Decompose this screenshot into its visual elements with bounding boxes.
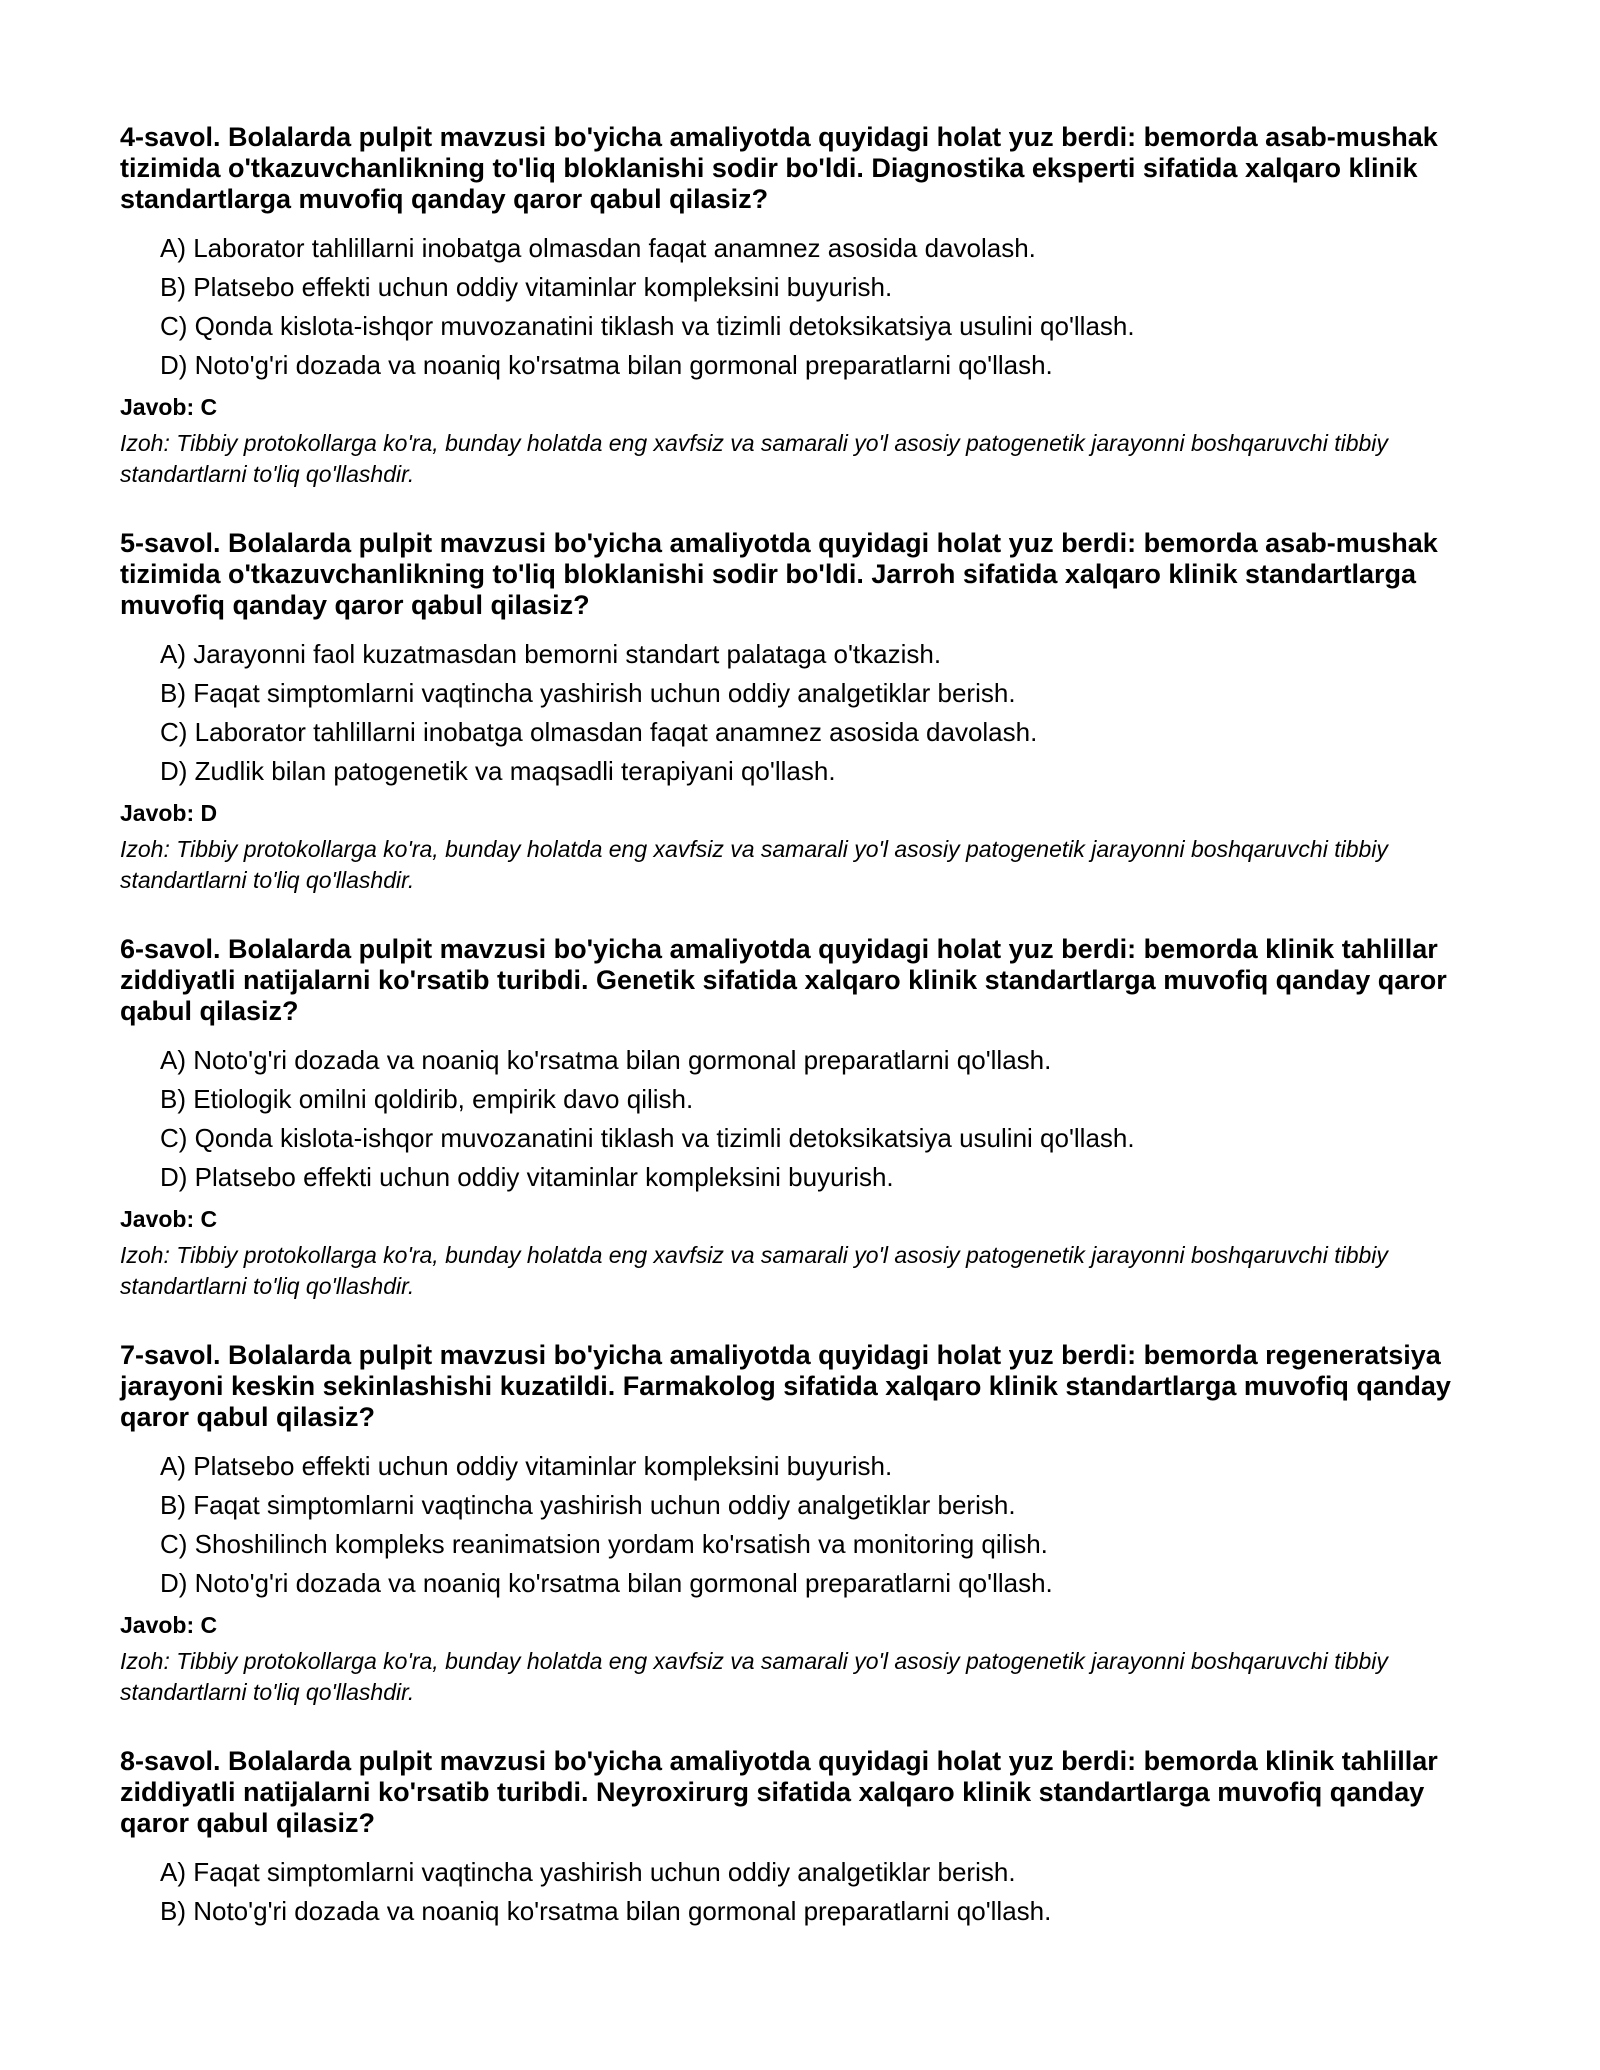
document-page xyxy=(120,122,1480,1969)
answer-label: Javob: D xyxy=(120,800,218,826)
question-block-7 xyxy=(120,1340,1480,1708)
option-c: C) Qonda kislota-ishqor muvozanatini tiklash va tizimli detoksikatsiya usulini qo'llash. xyxy=(160,1123,1135,1153)
explanation-note: Izoh: Tibbiy protokollarga ko'ra, bunday holatda eng xavfsiz va samarali yo'l asosiy patogenetik jarayonni boshqaruvchi tibbiy standartlarni to'liq qo'llashdir. xyxy=(120,836,1388,893)
answer-label: Javob: C xyxy=(120,1612,218,1638)
option-a: A) Faqat simptomlarni vaqtincha yashirish uchun oddiy analgetiklar berish. xyxy=(160,1857,1016,1887)
explanation-note: Izoh: Tibbiy protokollarga ko'ra, bunday holatda eng xavfsiz va samarali yo'l asosiy patogenetik jarayonni boshqaruvchi tibbiy standartlarni to'liq qo'llashdir. xyxy=(120,1648,1388,1705)
question-title: 8-savol. Bolalarda pulpit mavzusi bo'yicha amaliyotda quyidagi holat yuz berdi: bemorda klinik tahlillar ziddiyatli natijalarni ko'rsatib turibdi. Neyroxirurg sifatida xalqaro klinik standartlarga muvofiq qanday qaror qabul qilasiz? xyxy=(120,1746,1438,1838)
option-c: C) Qonda kislota-ishqor muvozanatini tiklash va tizimli detoksikatsiya usulini qo'llash. xyxy=(160,311,1135,341)
option-c: C) Laborator tahlillarni inobatga olmasdan faqat anamnez asosida davolash. xyxy=(160,717,1038,747)
option-list xyxy=(120,229,1480,385)
answer-label: Javob: C xyxy=(120,1206,218,1232)
option-list xyxy=(120,1447,1480,1603)
option-b: B) Etiologik omilni qoldirib, empirik davo qilish. xyxy=(160,1084,694,1114)
explanation-note: Izoh: Tibbiy protokollarga ko'ra, bunday holatda eng xavfsiz va samarali yo'l asosiy patogenetik jarayonni boshqaruvchi tibbiy standartlarni to'liq qo'llashdir. xyxy=(120,430,1388,487)
question-title: 5-savol. Bolalarda pulpit mavzusi bo'yicha amaliyotda quyidagi holat yuz berdi: bemorda asab-mushak tizimida o'tkazuvchanlikning to'liq bloklanishi sodir bo'ldi. Jarroh sifatida xalqaro klinik standartlarga muvofiq qanday qaror qabul qilasiz? xyxy=(120,528,1438,620)
option-d: D) Noto'g'ri dozada va noaniq ko'rsatma bilan gormonal preparatlarni qo'llash. xyxy=(160,1568,1053,1598)
question-title: 7-savol. Bolalarda pulpit mavzusi bo'yicha amaliyotda quyidagi holat yuz berdi: bemorda regeneratsiya jarayoni keskin sekinlashishi kuzatildi. Farmakolog sifatida xalqaro klinik standartlarga muvofiq qanday qaror qabul qilasiz? xyxy=(120,1340,1451,1432)
option-b: B) Noto'g'ri dozada va noaniq ko'rsatma bilan gormonal preparatlarni qo'llash. xyxy=(160,1896,1052,1926)
option-d: D) Zudlik bilan patogenetik va maqsadli terapiyani qo'llash. xyxy=(160,756,836,786)
explanation-note: Izoh: Tibbiy protokollarga ko'ra, bunday holatda eng xavfsiz va samarali yo'l asosiy patogenetik jarayonni boshqaruvchi tibbiy standartlarni to'liq qo'llashdir. xyxy=(120,1242,1388,1299)
option-d: D) Platsebo effekti uchun oddiy vitaminlar kompleksini buyurish. xyxy=(160,1162,894,1192)
question-block-8 xyxy=(120,1746,1480,1931)
question-title: 4-savol. Bolalarda pulpit mavzusi bo'yicha amaliyotda quyidagi holat yuz berdi: bemorda asab-mushak tizimida o'tkazuvchanlikning to'liq bloklanishi sodir bo'ldi. Diagnostika eksperti sifatida xalqaro klinik standartlarga muvofiq qanday qaror qabul qilasiz? xyxy=(120,122,1438,214)
option-a: A) Noto'g'ri dozada va noaniq ko'rsatma bilan gormonal preparatlarni qo'llash. xyxy=(160,1045,1052,1075)
option-b: B) Faqat simptomlarni vaqtincha yashirish uchun oddiy analgetiklar berish. xyxy=(160,678,1016,708)
question-block-4 xyxy=(120,122,1480,490)
option-list xyxy=(120,635,1480,791)
option-b: B) Faqat simptomlarni vaqtincha yashirish uchun oddiy analgetiklar berish. xyxy=(160,1490,1016,1520)
option-c: C) Shoshilinch kompleks reanimatsion yordam ko'rsatish va monitoring qilish. xyxy=(160,1529,1048,1559)
option-a: A) Platsebo effekti uchun oddiy vitaminlar kompleksini buyurish. xyxy=(160,1451,893,1481)
option-b: B) Platsebo effekti uchun oddiy vitaminlar kompleksini buyurish. xyxy=(160,272,893,302)
option-a: A) Laborator tahlillarni inobatga olmasdan faqat anamnez asosida davolash. xyxy=(160,233,1036,263)
question-block-5 xyxy=(120,528,1480,896)
question-block-6 xyxy=(120,934,1480,1302)
option-a: A) Jarayonni faol kuzatmasdan bemorni standart palataga o'tkazish. xyxy=(160,639,942,669)
question-title: 6-savol. Bolalarda pulpit mavzusi bo'yicha amaliyotda quyidagi holat yuz berdi: bemorda klinik tahlillar ziddiyatli natijalarni ko'rsatib turibdi. Genetik sifatida xalqaro klinik standartlarga muvofiq qanday qaror qabul qilasiz? xyxy=(120,934,1447,1026)
option-list xyxy=(120,1041,1480,1197)
option-d: D) Noto'g'ri dozada va noaniq ko'rsatma bilan gormonal preparatlarni qo'llash. xyxy=(160,350,1053,380)
option-list xyxy=(120,1853,1480,1931)
answer-label: Javob: C xyxy=(120,394,218,420)
